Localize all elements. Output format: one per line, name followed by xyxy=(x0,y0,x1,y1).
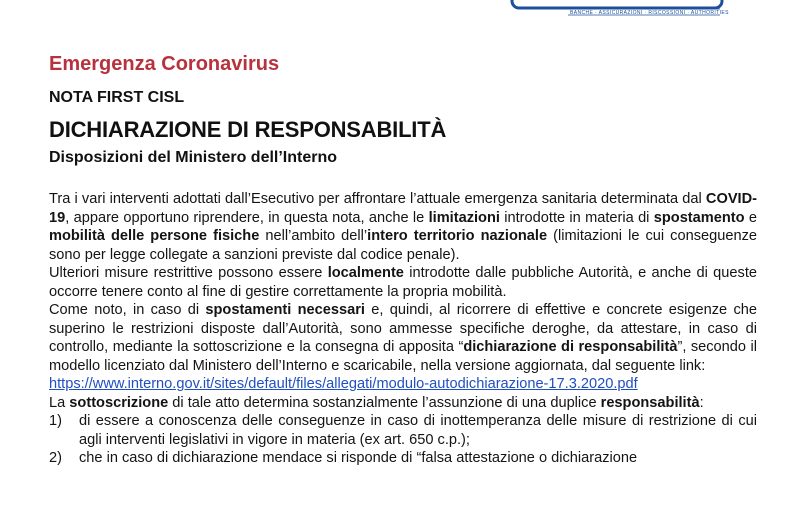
bold-run: dichiarazione di responsabilità xyxy=(463,339,678,355)
text-run: e, quindi, al ricorrere di effettive e concrete esigenze che superino le restrizioni disposte dall’Autorità, sono ammesse specifiche deroghe, da attestare, in caso di controllo, mediante la sottoscrizione e la consegna di apposita “ xyxy=(49,302,757,355)
list-number: 1) xyxy=(49,413,62,429)
paragraph-intro xyxy=(49,190,757,264)
bold-run: limitazioni xyxy=(428,209,500,226)
text-run: e xyxy=(744,209,758,226)
document-body xyxy=(49,190,757,468)
bold-run: localmente xyxy=(327,265,404,281)
bold-run: spostamenti necessari xyxy=(205,302,365,318)
text-run: (limitazioni le cui conseguenze sono per legge collegate a sanzioni previste dal codice penale). xyxy=(49,228,757,263)
bold-run: COVID-19 xyxy=(49,191,757,226)
text-run: Come noto, in caso di xyxy=(49,302,206,318)
text-run: introdotte in materia di xyxy=(499,209,654,226)
paragraph-local-measures xyxy=(49,264,757,301)
list-item xyxy=(49,412,757,449)
text-run: ”, secondo il modello licenziato dal Ministero dell’Interno e scaricabile, nella versione aggiornata, dal seguente link: xyxy=(49,339,757,374)
text-run: introdotte dalle pubbliche Autorità, e anche di queste occorre tenere conto al fine di gestire correttamente la propria mobilità. xyxy=(49,265,757,300)
form-download-link[interactable]: https://www.interno.gov.it/sites/default/files/allegati/modulo-autodichiarazione-17.3.2020.pdf xyxy=(49,376,638,392)
responsibility-list xyxy=(49,412,757,468)
list-item xyxy=(49,449,757,468)
text-run: Ulteriori misure restrittive possono essere xyxy=(49,265,328,281)
paragraph-responsibility xyxy=(49,394,757,413)
paragraph-declaration xyxy=(49,301,757,394)
list-item-text: che in caso di dichiarazione mendace si risponde di “falsa attestazione o dichiarazione xyxy=(79,450,638,466)
bold-run: sottoscrizione xyxy=(69,394,169,411)
list-number: 2) xyxy=(49,450,62,466)
doc-subtitle: Disposizioni del Ministero dell’Interno xyxy=(49,149,338,166)
text-run: Tra i vari interventi adottati dall’Esecutivo per affrontare l’attuale emergenza sanitaria determinata dal xyxy=(49,191,706,207)
bold-run: mobilità delle persone fisiche xyxy=(49,228,260,244)
doc-note-label: NOTA FIRST CISL xyxy=(49,89,185,106)
doc-title: DICHIARAZIONE DI RESPONSABILITÀ xyxy=(49,117,447,142)
bold-run: intero territorio nazionale xyxy=(367,228,548,244)
text-run: nell’ambito dell’ xyxy=(259,228,368,244)
list-item-text: di essere a conoscenza delle conseguenze in caso di inottemperanza delle misure di restrizione di cui agli interventi legislativi in vigore in materia (ex art. 650 c.p.); xyxy=(79,413,757,448)
text-run: di tale atto determina sostanzialmente l’assunzione di una duplice xyxy=(168,394,601,411)
bold-run: responsabilità xyxy=(600,394,700,411)
bold-run: spostamento xyxy=(653,209,745,226)
logo-tagline: BANCHE · ASSICURAZIONI · RISCOSSIONI · AUTHORITIES xyxy=(570,10,729,16)
text-run: , appare opportuno riprendere, in questa nota, anche le xyxy=(65,209,429,226)
text-run: La xyxy=(49,394,70,411)
doc-kicker: Emergenza Coronavirus xyxy=(49,53,280,75)
text-run: : xyxy=(699,394,704,411)
